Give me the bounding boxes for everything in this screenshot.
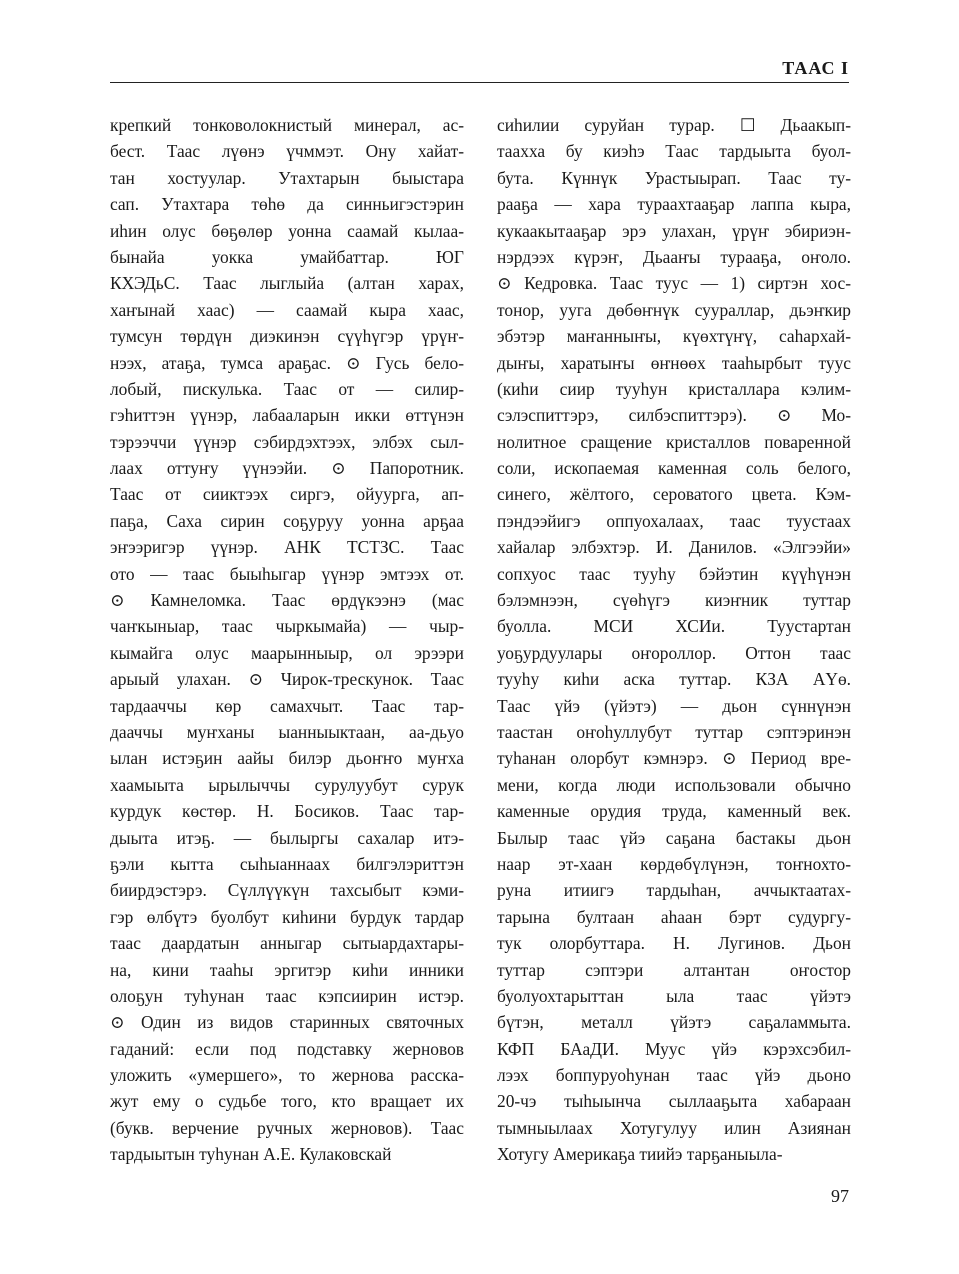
text-line: хаҥынай хаас) — саамай кыра хаас, <box>110 299 464 320</box>
text-line: тумсун төрдүн диэкинэн сүүһүгэр үрүҥ- <box>110 326 464 347</box>
text-line: тэрээччи үүнэр сэбирдэхтээх, элбэх сыл- <box>110 431 464 452</box>
text-line: эҥээригэр үүнэр. АНК ТСТЗС. Таас <box>110 537 464 558</box>
header-rule <box>110 82 849 83</box>
text-line: бүтэн, металл үйэтэ саҕаламмыта. <box>497 1012 851 1033</box>
right-column <box>497 112 851 1168</box>
text-line: 20-чэ тыһыынча сыллааҕыта хабараан <box>497 1091 851 1112</box>
text-line: Таас үйэ (үйэтэ) — дьон сүннүнэн <box>497 695 851 716</box>
text-line: туттар сэптэри алтантан оҥостор <box>497 959 851 980</box>
text-line: лаах оттуҥу үүнээйи. ⊙ Папоротник. <box>110 458 464 479</box>
text-line: буолуохтарыттан ыла таас үйэтэ <box>497 985 851 1006</box>
text-line: КФП БАаДИ. Муус үйэ кэрэхсэбил- <box>497 1038 851 1059</box>
text-line: нолитное сращение кристаллов поваренной <box>497 431 851 452</box>
text-line: лобый, пискулька. Таас от — силир- <box>110 378 464 399</box>
text-line: (букв. верчение ручных жерновов). Таас <box>110 1117 464 1138</box>
text-line: чаҥкыныар, таас чыркымайа) — чыр- <box>110 616 464 637</box>
text-line: тардыытын туһунан А.Е. Кулаковскай <box>110 1144 392 1165</box>
text-line: хаамыыта ырылыччы сурулуубут сурук <box>110 774 464 795</box>
text-line: нэрдээх күрэҥ, Дьааҥы турааҕа, оҥоло. <box>497 246 851 267</box>
text-line: таастан оҥоһуллубут туттар сэптэринэн <box>497 721 851 742</box>
text-line: сиһилии суруйан турар. ☐ Дьаакып- <box>497 115 851 135</box>
text-line: гэһиттэн үүнэр, лабааларын икки өттүнэн <box>110 405 464 426</box>
text-line: тууһу киһи аска туттар. КЗА АҮө. <box>497 669 851 690</box>
text-line: тонор, ууга дөбөҥнүк суураллар, дьэҥкир <box>497 299 851 320</box>
text-line: кукаакытааҕар эрэ улахан, үрүҥ эбириэн- <box>497 220 851 241</box>
text-line: паҕа, Саха сирин соҕуруу уонна арҕаа <box>110 510 464 531</box>
text-line: Хотугу Америкаҕа тиийэ тарҕаныыла- <box>497 1144 783 1165</box>
text-line: таахха бу киэһэ Таас тардыыта буол- <box>497 141 851 162</box>
text-line: гэр өлбүтэ буолбут киһини бурдук тардар <box>110 906 464 927</box>
text-line: арыый улахан. ⊙ Чирок-трескунок. Таас <box>110 669 464 690</box>
text-line: буолла. МСИ ХСИи. Туустартан <box>497 616 851 637</box>
text-line: ото — таас быыһыгар үүнэр эмтээх от. <box>110 563 464 584</box>
text-line: нээх, атаҕа, тумса араҕас. ⊙ Гусь бело- <box>110 352 464 373</box>
text-line: ⊙ Один из видов старинных святочных <box>110 1012 464 1033</box>
text-line: гаданий: если под подставку жерновов <box>110 1038 464 1059</box>
text-line: ҕэли кытта сыһыаннаах билгэлэриттэн <box>110 853 464 874</box>
text-line: уложить «умершего», то жернова расска- <box>110 1065 464 1086</box>
text-line: бест. Таас лүөнэ үчммэт. Ону хайат- <box>110 141 464 162</box>
text-line: синего, жёлтого, сероватого цвета. Кэм- <box>497 484 851 505</box>
text-line: мени, когда люди использовали обычно <box>497 774 851 795</box>
text-line: тымныылаах Хотугулуу илин Азиянан <box>497 1117 851 1138</box>
text-line: ылан истэҕин аайы билэр дьоҥҥо муҥха <box>110 748 464 769</box>
running-head: ТААС I <box>782 58 849 78</box>
text-line: сэлэспиттэрэ, силбэспиттэрэ). ⊙ Мо- <box>497 405 851 426</box>
left-column <box>110 112 464 1168</box>
text-line: таас даардатын анныгар сытыардахтары- <box>110 933 464 954</box>
text-line: тарына бултаан аһаан бэрт судургу- <box>497 906 851 927</box>
text-line: пэндээйигэ оппуохалаах, таас туустаах <box>497 510 851 531</box>
text-line: тан хостуулар. Утахтарын быыстара <box>110 167 464 188</box>
text-line: олоҕун туһунан таас кэпсиирин истэр. <box>110 985 464 1006</box>
text-line: бута. Күннүк Урастыырап. Таас ту- <box>497 167 851 188</box>
text-line: иһин олус бөҕөлөр уонна саамай кылаа- <box>110 220 464 241</box>
text-line: сопхуос таас тууһу бэйэтин күүһүнэн <box>497 563 851 584</box>
text-line: дааччы муҥханы ыанныыктаан, аа-дьуо <box>110 721 464 742</box>
text-line: тук олорбуттара. Н. Лугинов. Дьон <box>497 933 851 954</box>
text-line: кымайга олус маарынныыр, ол эрээри <box>110 642 464 663</box>
text-line: (киһи сиир тууһун кристаллара кэлим- <box>497 378 851 399</box>
text-line: биирдэстэрэ. Сүллүүкүн тахсыбыт кэми- <box>110 880 464 901</box>
text-line: наар эт-хаан көрдөбүлүнэн, тоҥнохто- <box>497 853 851 874</box>
text-line: уоҕурдуулары оҥороллор. Оттон таас <box>497 642 851 663</box>
text-line: каменные орудия труда, каменный век. <box>497 801 851 822</box>
text-line: Былыр таас үйэ саҕана бастакы дьон <box>497 827 851 848</box>
text-line: руна итиигэ тардыһан, аччыктаатах- <box>497 880 851 901</box>
text-line: дыыта итэҕ. — былыргы сахалар итэ- <box>110 827 464 848</box>
text-line: сап. Утахтара төһө да синньигэстэрин <box>110 194 464 215</box>
text-line: лээх боппуруоһунан таас үйэ дьоно <box>497 1065 851 1086</box>
page-number: 97 <box>831 1186 849 1206</box>
text-line: бынайа уокка умайбаттар. ЮГ <box>110 246 464 267</box>
text-line: ⊙ Камнеломка. Таас өрдүкээнэ (мас <box>110 590 464 611</box>
text-line: на, кини тааһы эргитэр киһи инники <box>110 959 464 980</box>
text-line: Таас от сииктээх сиргэ, ойуурга, ап- <box>110 484 464 505</box>
text-line: соли, ископаемая каменная соль белого, <box>497 458 851 479</box>
text-line: крепкий тонковолокнистый минерал, ас- <box>110 115 464 135</box>
text-line: бэлэмнээн, сүөһүгэ киэҥник туттар <box>497 590 851 611</box>
text-line: ⊙ Кедровка. Таас туус — 1) сиртэн хос- <box>497 273 851 294</box>
text-line: тардааччы көр самахчыт. Таас тар- <box>110 695 464 716</box>
text-line: курдук көстөр. Н. Босиков. Таас тар- <box>110 801 464 822</box>
text-line: дыҥы, харатыҥы өҥнөөх тааһырбыт туус <box>497 352 851 373</box>
text-line: эбэтэр маҥанныҥы, күөхтүҥү, саһархай- <box>497 326 851 347</box>
text-line: КХЭДьС. Таас лыглыйа (алтан харах, <box>110 273 464 294</box>
text-line: рааҕа — хара тураахтааҕар лаппа кыра, <box>497 194 851 215</box>
text-line: хайалар элбэхтэр. И. Данилов. «Элгээйи» <box>497 537 851 558</box>
text-line: жут ему о судьбе того, кто вращает их <box>110 1091 464 1112</box>
text-line: туһанан олорбут кэмнэрэ. ⊙ Период вре- <box>497 748 851 769</box>
